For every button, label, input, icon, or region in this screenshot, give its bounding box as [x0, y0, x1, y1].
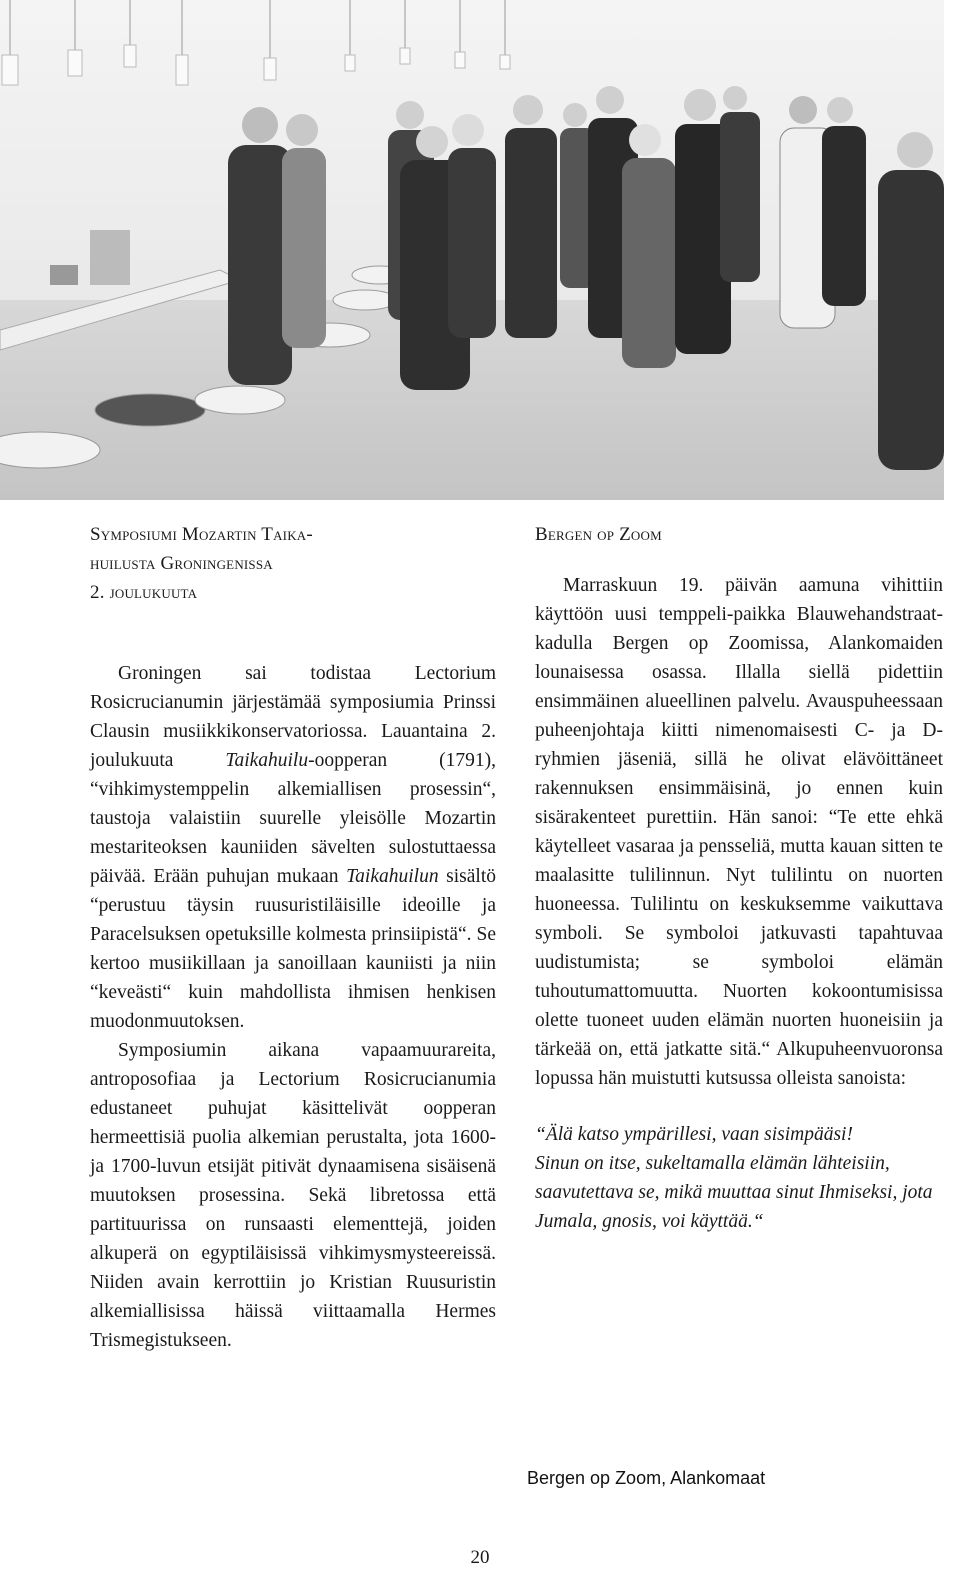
article-heading-bergen: Bergen op Zoom: [535, 524, 662, 545]
left-column: [90, 520, 496, 1355]
quotation: “Älä katso ympärillesi, vaan sisimpääsi! Sinun on itse, sukeltamalla elämän lähteisiin, saavutettava se, mikä muuttaa sinut Ihmiseksi, jota Jumala, gnosis, voi käyttää.“: [535, 1124, 933, 1232]
page-number: 20: [470, 1547, 490, 1568]
article-paragraph: Groningen sai todistaa Lectorium Rosicrucianumin järjestämää symposiumia Prinssi Clausin musiikkikonservatoriossa. Lauantaina 2. joulukuuta Taikahuilu-oopperan (1791), “vihkimystemppelin alkemiallisen prosessin“, taustoja valaistiin suurelle yleisölle Mozartin mestariteoksen kauniiden sävelten sulostuttaessa päivää. Erään puhujan mukaan Taikahuilun sisältö “perustuu täysin ruusuristiläisille ideoille ja Paracelsuksen opetuksille kolmesta prinsiipistä“. Se kertoo musiikillaan ja sanoillaan kauniisti ja niin “keveästi“ kuin mahdollista ihmisen henkisen muodonmuutoksen.: [90, 663, 496, 1032]
right-column: [535, 520, 943, 1236]
article-paragraph: Marraskuun 19. päivän aamuna vihittiin käyttöön uusi temppeli-paikka Blauwehandstraat-kadulla Bergen op Zoomissa, Alankomaiden lounaisessa osassa. Illalla siellä pidettiin ensimmäinen alueellinen palvelu. Avauspuheessaan puheenjohtaja kiitti nimenomaisesti C- ja D-ryhmien jäseniä, sillä he olivat elävöittäneet rakennuksen ensimmäisinä, jo ennen kuin sisärakenteet purettiin. Hän sanoi: “Te ette ehkä käytelleet vasaraa ja pensseliä, mutta kauan sitten te maalasitte tulilinnun. Nyt tulilintu on nuorten huoneessa. Tulilintu on keskuksemme vaikuttava symboli. Se symboloi jatkuvasti tapahtuvaa uudistumista; se symboloi elämän tuhoutumattomuutta. Nuorten kokoontumisissa olette tuoneet uuden elämän nuorten huoneisiin ja tärkeää on, että jatkatte sitä.“ Alkupuheenvuoronsa lopussa hän muistutti kutsussa olleista sanoista:: [535, 575, 943, 1089]
article-paragraph: Symposiumin aikana vapaamuurareita, antroposofiaa ja Lectorium Rosicrucianumia edustaneet puhujat käsittelivät oopperan hermeettisiä puolia alkemian perustalta, jota 1600- ja 1700-luvun etsijät pitivät dynaamisena sisäisenä muutoksen prosessina. Sekä libretossa että partituurissa on runsaasti elementtejä, joiden alkuperä on egyptiläisissä vihkimysmysteereissä. Niiden avain kerrottiin jo Kristian Ruusuristin alkemiallisissa häissä viittaamalla Hermes Trismegistukseen.: [90, 1040, 496, 1351]
event-photo: [0, 0, 944, 500]
photo-caption: Bergen op Zoom, Alankomaat: [527, 1468, 766, 1488]
article-heading-groningen: Symposiumi Mozartin Taika- huilusta Groningenissa 2. joulukuuta: [90, 524, 313, 603]
